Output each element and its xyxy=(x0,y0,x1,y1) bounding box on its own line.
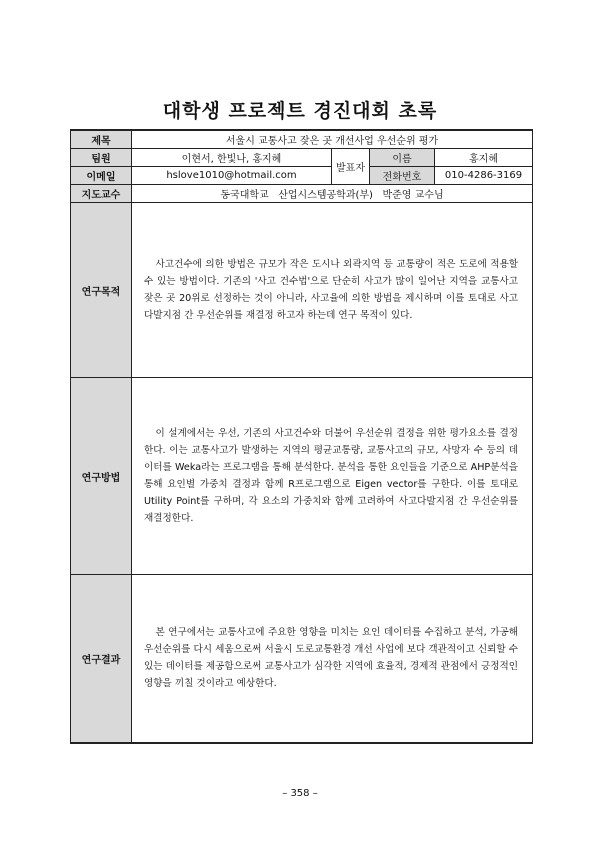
presenter-label: 발표자 xyxy=(332,149,370,185)
phone-label: 전화번호 xyxy=(370,167,435,185)
purpose-text: 사고건수에 의한 방법은 규모가 작은 도시나 외곽지역 등 교통량이 적은 도로에 적용할 수 있는 방법이다. 기존의 '사고 건수법'으로 단순히 사고가 많이 일어난 지역을 교통사고 잦은 곳 20위로 선정하는 것이 아니라, 사고율에 의한 방법을 제시하며 이를 토대로 사고다발지점 간 우선순위를 재결정 하고자 하는데 연구 목적이 있다. xyxy=(144,259,519,321)
page-number: – 358 – xyxy=(282,788,318,799)
email-label: 이메일 xyxy=(71,167,132,185)
team-label: 팀원 xyxy=(71,149,132,167)
name-label: 이름 xyxy=(370,149,435,167)
phone-value: 010-4286-3169 xyxy=(435,167,533,185)
purpose-cell xyxy=(132,203,533,378)
result-text: 본 연구에서는 교통사고에 주요한 영향을 미치는 요인 데이터를 수집하고 분석, 가공해 우선순위를 다시 세움으로써 서울시 도로교통환경 개선 사업에 보다 객관적이고 신뢰할 수 있는 데이터를 제공함으로써 교통사고가 심각한 지역에 효율적, 경제적 관점에서 긍정적인 영향을 끼칠 것이라고 예상한다. xyxy=(144,627,519,690)
advisor-label: 지도교수 xyxy=(71,185,132,203)
subject-label: 제목 xyxy=(71,130,132,149)
page-title: 대학생 프로젝트 경진대회 초록 xyxy=(162,100,438,122)
result-cell xyxy=(132,575,533,743)
result-label: 연구결과 xyxy=(71,575,132,743)
team-value: 이현서, 한빛나, 홍지혜 xyxy=(132,149,332,167)
method-label: 연구방법 xyxy=(71,378,132,575)
purpose-label: 연구목적 xyxy=(71,203,132,378)
abstract-form-table xyxy=(70,129,533,744)
method-text: 이 설계에서는 우선, 기존의 사고건수와 더불어 우선순위 결정을 위한 평가요소를 결정한다. 이는 교통사고가 발생하는 지역의 평균교통량, 교통사고의 규모, 사망자 수 등의 데이터를 Weka라는 프로그램을 통해 분석한다. 분석을 통한 요인들을 기준으로 AHP분석을 통해 요인별 가중치 결정과 함께 R프로그램으로 Eigen vector를 구한다. 이를 토대로 Utility Point를 구하며, 각 요소의 가중치와 함께 고려하여 사고다발지점 간 우선순위를 재결정한다. xyxy=(144,428,519,524)
advisor-value: 동국대학교 산업시스템공학과(부) 박준영 교수님 xyxy=(132,185,533,203)
subject-value: 서울시 교통사고 잦은 곳 개선사업 우선순위 평가 xyxy=(132,130,533,149)
method-cell xyxy=(132,378,533,575)
email-value: hslove1010@hotmail.com xyxy=(132,167,332,185)
name-value: 홍지혜 xyxy=(435,149,533,167)
